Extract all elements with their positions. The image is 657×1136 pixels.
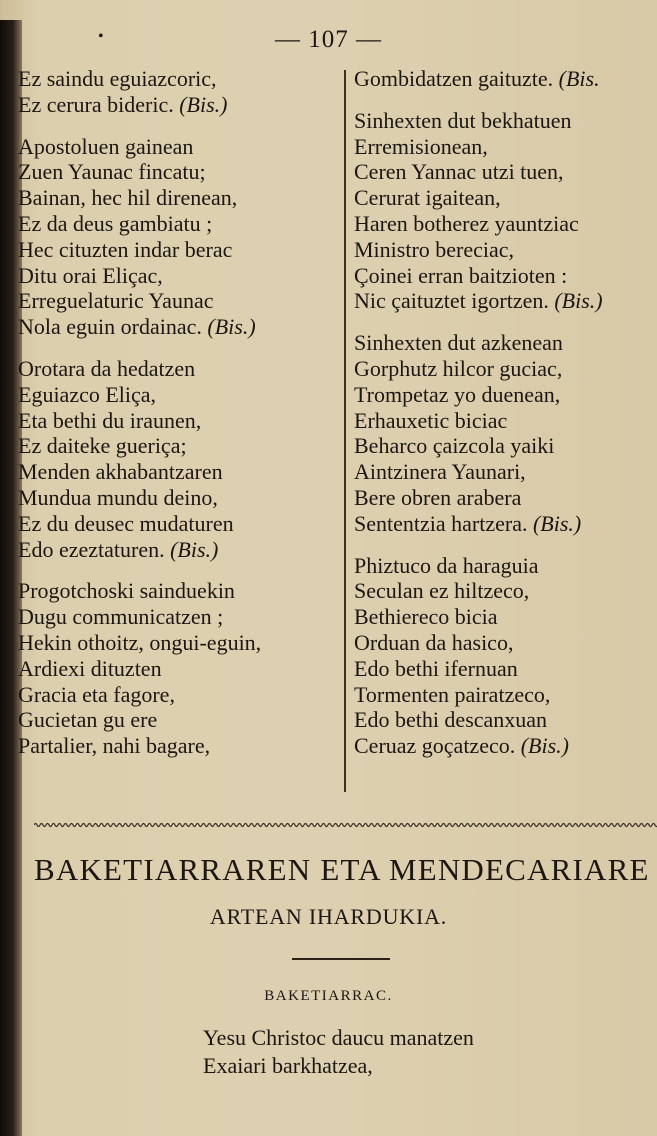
verse-line: Phiztuco da haraguia [354, 552, 539, 578]
stanza [354, 66, 657, 92]
verse-line: Bainan, hec hil direnean, [18, 185, 238, 211]
verse-line: Ez saindu eguiazcoric, [18, 66, 217, 91]
verse-line: Nic çaituztet igortzen. (Bis.) [354, 288, 603, 314]
stanza [18, 356, 340, 562]
verse-line: Sententzia hartzera. (Bis.) [354, 510, 582, 536]
dialogue-verse [203, 1024, 474, 1080]
verse-line: Trompetaz yo duenean, [354, 381, 561, 407]
ink-dot: • [98, 28, 104, 45]
verse-line: Haren botherez yauntziac [354, 210, 579, 236]
verse-line: Dugu communicatzen ; [18, 604, 224, 630]
bis-marker: (Bis.) [554, 288, 603, 314]
verse-line: Gucietan gu ere [18, 707, 158, 733]
verse-line: Ez du deusec mudaturen [18, 510, 234, 536]
bis-marker: (Bis.) [170, 536, 219, 562]
wavy-ornament-rule [34, 820, 657, 830]
verse-line: Menden akhabantzaren [18, 459, 223, 485]
verse-line: Exaiari barkhatzea, [203, 1053, 373, 1078]
page-number: — 107 — [275, 26, 382, 53]
verse-line: Edo ezeztaturen. (Bis.) [18, 536, 219, 562]
verse-line: Ceren Yannac utzi tuen, [354, 159, 564, 185]
verse-line: Eta bethi du iraunen, [18, 407, 202, 433]
bis-marker: (Bis.) [207, 314, 256, 340]
verse-line: Tormenten pairatzeco, [354, 681, 551, 707]
verse-line: Mundua mundu deino, [18, 484, 218, 510]
bis-marker: (Bis.) [520, 733, 569, 759]
verse-line: Beharco çaizcola yaiki [354, 433, 555, 459]
right-column [354, 66, 657, 775]
verse-line: Ceruaz goçatzeco. (Bis.) [354, 733, 569, 759]
verse-line: Partalier, nahi bagare, [18, 733, 211, 759]
verse-line: Gracia eta fagore, [18, 681, 175, 707]
verse-line: Progotchoski sainduekin [18, 578, 235, 604]
stanza [354, 108, 657, 314]
bis-marker: (Bis.) [179, 91, 228, 117]
verse-line: Orduan da hasico, [354, 629, 514, 655]
section-subtitle: ARTEAN IHARDUKIA. [209, 904, 448, 929]
stanza [354, 330, 657, 536]
left-column [18, 66, 340, 775]
stanza [18, 578, 340, 759]
verse-line: Gombidatzen gaituzte. (Bis. [354, 66, 600, 91]
verse-line: Hekin othoitz, ongui-eguin, [18, 629, 262, 655]
verse-line: Bere obren arabera [354, 484, 522, 510]
verse-line: Zuen Yaunac fincatu; [18, 159, 206, 185]
verse-line: Apostoluen gainean [18, 133, 194, 159]
verse-line: Yesu Christoc daucu manatzen [203, 1025, 474, 1050]
stanza [18, 66, 340, 118]
verse-line: Sinhexten dut bekhatuen [354, 107, 572, 133]
verse-line: Eguiazco Eliça, [18, 381, 157, 407]
verse-line: Hec cituzten indar berac [18, 236, 233, 262]
speaker-name: BAKETIARRAC. [264, 988, 393, 1004]
bis-marker: (Bis. [558, 66, 600, 91]
stanza [18, 134, 340, 340]
verse-line: Erhauxetic biciac [354, 407, 508, 433]
verse-line: Edo bethi ifernuan [354, 655, 518, 681]
bis-marker: (Bis.) [532, 510, 582, 536]
section-title: BAKETIARRAREN ETA MENDECARIARE [34, 852, 650, 887]
verse-line: Ez cerura bideric. (Bis.) [18, 91, 228, 117]
verse-line: Aintzinera Yaunari, [354, 459, 526, 485]
verse-line: Ardiexi dituzten [18, 655, 162, 681]
verse-line: Sinhexten dut azkenean [354, 330, 563, 356]
verse-line: Ditu orai Eliçac, [18, 262, 163, 288]
short-rule [292, 958, 390, 960]
verse-line: Çoinei erran baitzioten : [354, 262, 568, 288]
stanza [354, 553, 657, 759]
verse-line: Bethiereco bicia [354, 604, 498, 630]
verse-line: Ez da deus gambiatu ; [18, 210, 213, 236]
verse-line: Gorphutz hilcor guciac, [354, 355, 563, 381]
verse-line: Ez daiteke gueriça; [18, 433, 187, 459]
verse-line: Seculan ez hiltzeco, [354, 578, 530, 604]
verse-line: Ministro bereciac, [354, 236, 515, 262]
column-divider [344, 70, 346, 792]
verse-line: Erremisionean, [354, 133, 488, 159]
verse-line: Nola eguin ordainac. (Bis.) [18, 314, 256, 340]
verse-line: Erreguelaturic Yaunac [18, 288, 214, 314]
verse-line: Orotara da hedatzen [18, 355, 196, 381]
verse-line: Edo bethi descanxuan [354, 707, 548, 733]
verse-line: Cerurat igaitean, [354, 185, 501, 211]
